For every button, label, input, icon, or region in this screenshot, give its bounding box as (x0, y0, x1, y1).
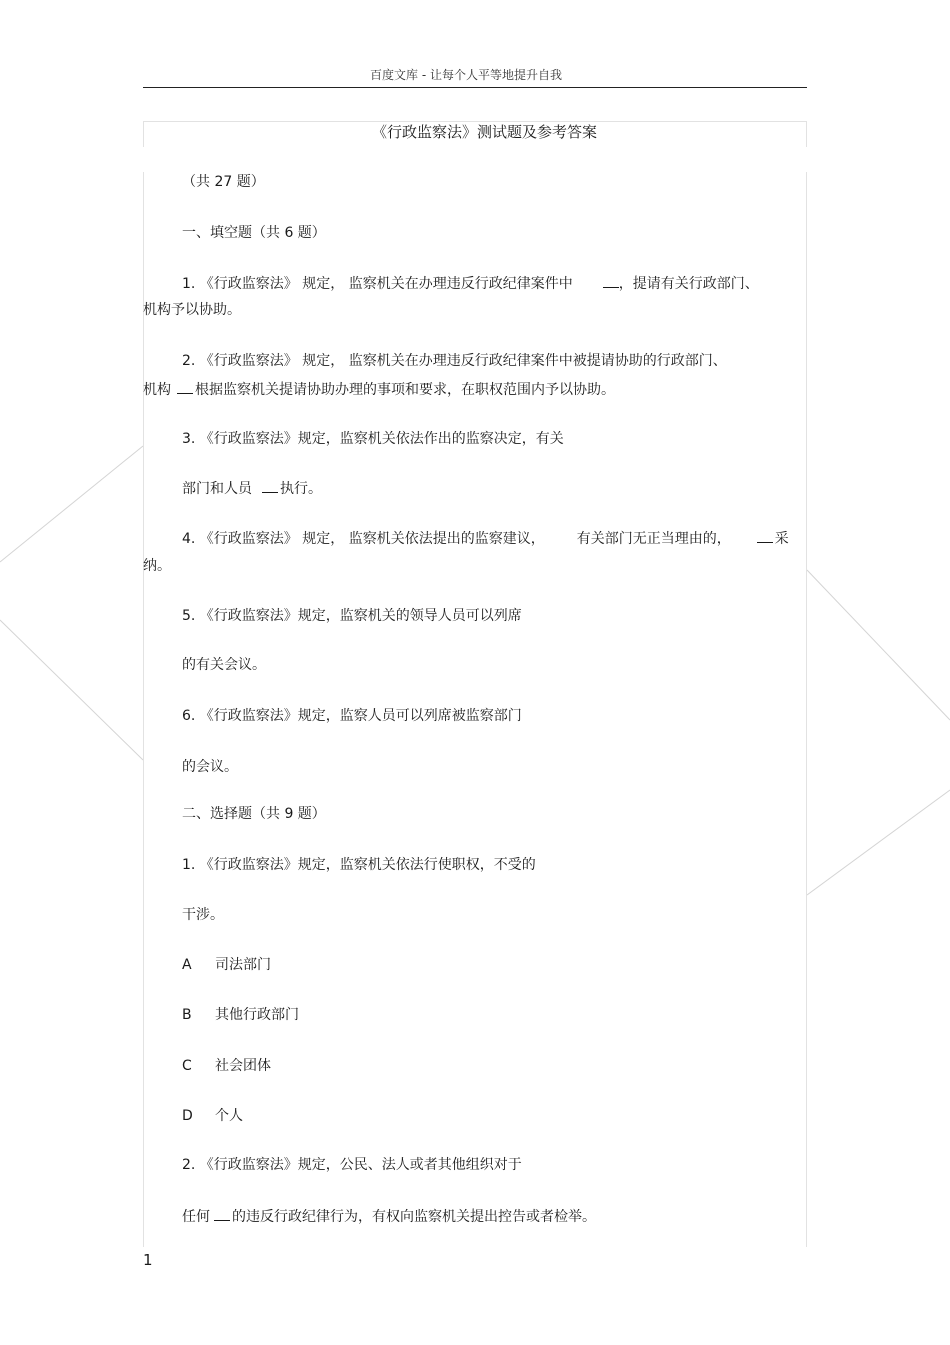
fill-q2-blank (177, 381, 193, 394)
choice-q1-option-c (182, 1058, 271, 1074)
fill-q2-line2 (143, 381, 615, 398)
fill-q6-line1: 6. 《行政监察法》规定，监察人员可以列席被监察部门 (182, 708, 522, 724)
fill-q4-text-b: 有关部门无正当理由的， (576, 531, 731, 547)
fill-q2-text-a: 机构 (143, 382, 171, 398)
fill-q3-line1: 3. 《行政监察法》规定，监察机关依法作出的监察决定，有关 (182, 431, 564, 447)
page-number: 1 (143, 1251, 153, 1269)
fill-q4-blank (757, 530, 773, 543)
choice-q2-blank (214, 1208, 230, 1221)
option-letter: A (182, 957, 192, 973)
section-heading-fill-blank: 一、填空题（共 6 题） (182, 225, 326, 241)
fill-q1-text-a: 1. 《行政监察法》 规定， 监察机关在办理违反行政纪律案件中 (182, 276, 573, 292)
fill-q3-blank (262, 480, 278, 493)
fill-q1-blank (603, 275, 619, 288)
document-title: 《行政监察法》测试题及参考答案 (372, 123, 598, 141)
content-frame-right-lower (806, 172, 807, 1247)
fill-q2-line1: 2. 《行政监察法》 规定， 监察机关在办理违反行政纪律案件中被提请协助的行政部门、 (182, 353, 727, 369)
fill-q6-line2: 的会议。 (182, 759, 238, 775)
header-divider (143, 87, 807, 88)
choice-q1-line2: 干涉。 (182, 907, 224, 923)
fill-q4-line2: 纳。 (143, 558, 171, 574)
fill-q2-text-b: 根据监察机关提请协助办理的事项和要求，在职权范围内予以协助。 (195, 382, 615, 398)
section-heading-choice: 二、选择题（共 9 题） (182, 806, 326, 822)
option-text: 个人 (215, 1108, 243, 1124)
choice-q1-option-b (182, 1007, 299, 1023)
option-letter: D (182, 1108, 193, 1124)
choice-q2-text-b: 的违反行政纪律行为，有权向监察机关提出控告或者检举。 (232, 1209, 596, 1225)
fill-q3-text-b: 执行。 (280, 481, 322, 497)
fill-q1-line1 (182, 275, 759, 292)
content-frame-left-lower (143, 172, 144, 1247)
fill-q5-line1: 5. 《行政监察法》规定，监察机关的领导人员可以列席 (182, 608, 522, 624)
option-letter: B (182, 1007, 192, 1023)
option-text: 社会团体 (215, 1058, 271, 1074)
option-letter: C (182, 1058, 192, 1074)
fill-q5-line2: 的有关会议。 (182, 657, 266, 673)
choice-q1-option-d (182, 1108, 243, 1124)
choice-q2-text-a: 任何 (182, 1209, 210, 1225)
fill-q3-line2 (182, 480, 322, 497)
content-frame-top (143, 121, 807, 122)
fill-q3-text-a: 部门和人员 (182, 481, 252, 497)
fill-q4-text-a: 4. 《行政监察法》 规定， 监察机关依法提出的监察建议， (182, 531, 545, 547)
fill-q1-line2: 机构予以协助。 (143, 302, 241, 318)
content-frame-left (143, 121, 144, 147)
choice-q2-line1: 2. 《行政监察法》规定，公民、法人或者其他组织对于 (182, 1157, 522, 1173)
option-text: 司法部门 (215, 957, 271, 973)
fill-q1-text-b: ，提请有关行政部门、 (618, 276, 759, 292)
choice-q1-line1: 1. 《行政监察法》规定，监察机关依法行使职权，不受的 (182, 857, 536, 873)
fill-q4-text-c: 采 (774, 531, 789, 547)
choice-q1-option-a (182, 957, 271, 973)
page-header: 百度文库 - 让每个人平等地提升自我 (370, 68, 562, 82)
choice-q2-line2 (182, 1208, 596, 1225)
option-text: 其他行政部门 (215, 1007, 299, 1023)
content-frame-right (806, 121, 807, 147)
question-total: （共 27 题） (182, 174, 265, 190)
fill-q4-line1 (182, 530, 789, 547)
